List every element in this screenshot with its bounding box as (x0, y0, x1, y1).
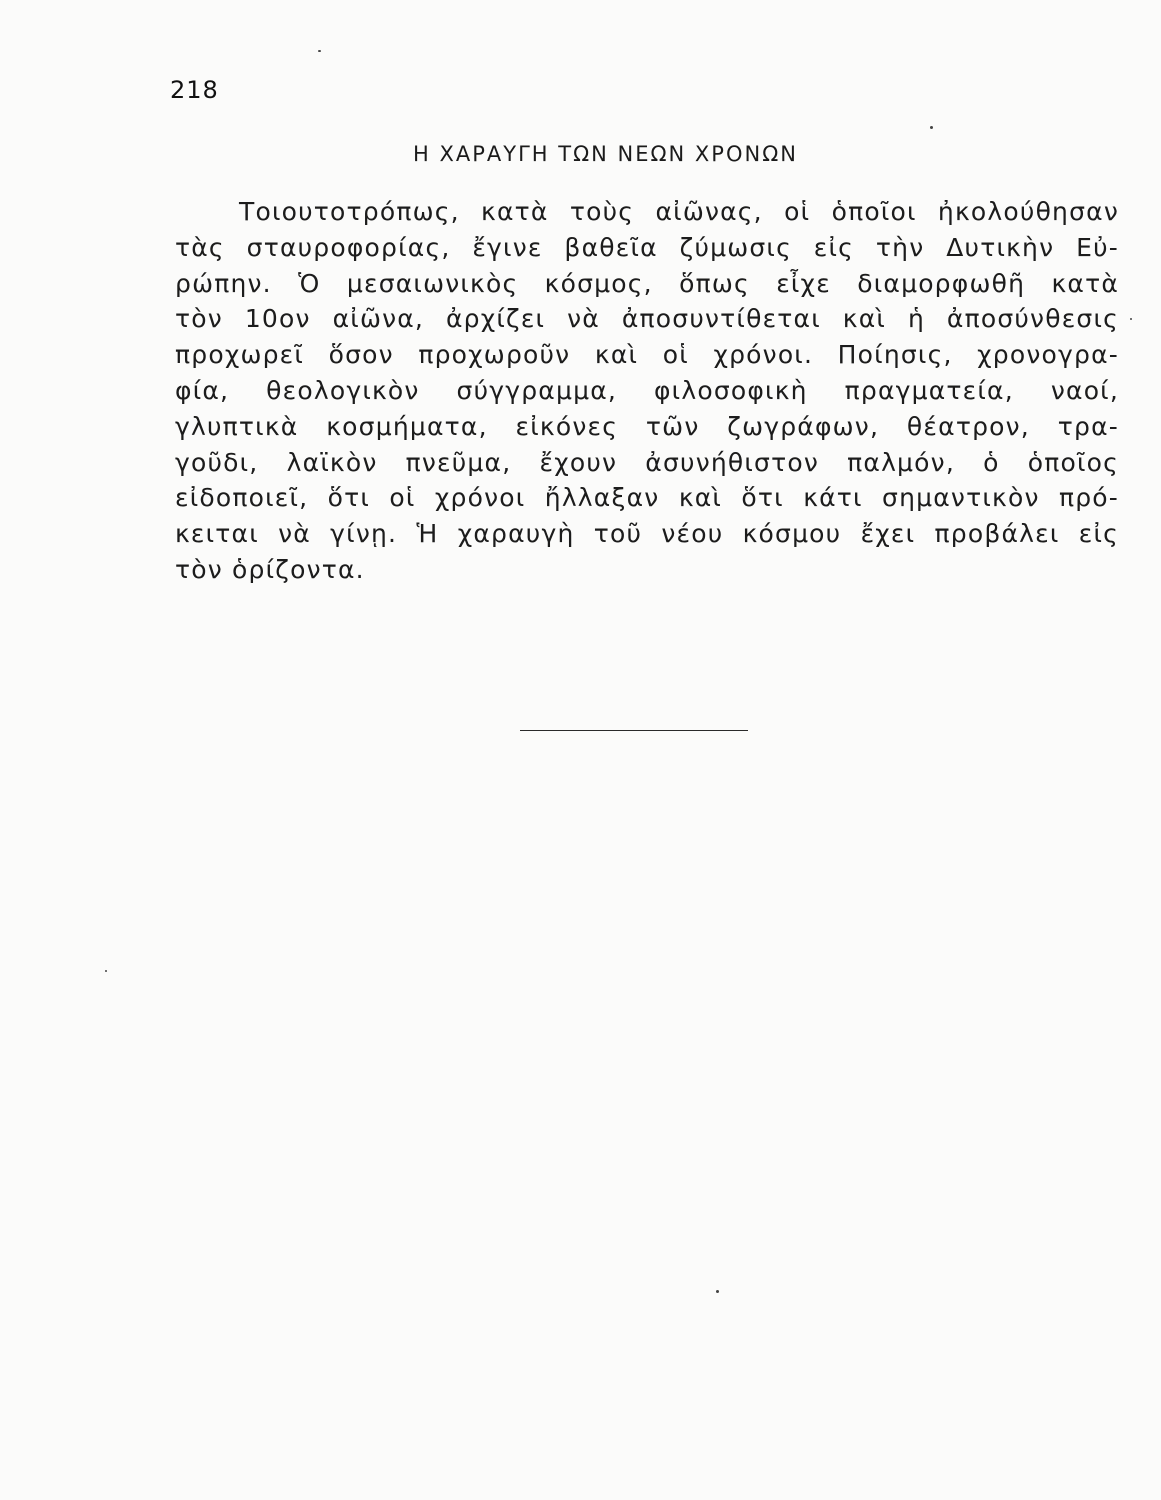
scan-speck (1130, 318, 1132, 320)
scan-speck (105, 970, 107, 972)
scan-speck (318, 50, 321, 52)
text-line: τὸν ὁρίζοντα. (175, 554, 365, 584)
text-line: ρώπην. Ὁ μεσαιωνικὸς κόσμος, ὅπως εἶχε διαμορφωθῆ κατὰ (175, 268, 1119, 298)
text-line: προχωρεῖ ὅσον προχωροῦν καὶ οἱ χρόνοι. Ποίησις, χρονογρα- (175, 340, 1119, 370)
page-number: 218 (170, 76, 219, 104)
running-head: Η ΧΑΡΑΥΓΗ ΤΩΝ ΝΕΩΝ ΧΡΟΝΩΝ (413, 142, 798, 166)
text-line: γλυπτικὰ κοσμήματα, εἰκόνες τῶν ζωγράφων, θέατρον, τρα- (175, 411, 1119, 441)
text-line: τὸν 10ον αἰῶνα, ἀρχίζει νὰ ἀποσυντίθεται καὶ ἡ ἀποσύνθεσις (175, 304, 1119, 334)
text-line: τὰς σταυροφορίας, ἔγινε βαθεῖα ζύμωσις εἰς τὴν Δυτικὴν Εὐ- (175, 232, 1119, 262)
text-line: κειται νὰ γίνῃ. Ἡ χαραυγὴ τοῦ νέου κόσμου ἔχει προβάλει εἰς (175, 519, 1119, 549)
body-paragraph (175, 194, 1119, 588)
text-line: γοῦδι, λαϊκὸν πνεῦμα, ἔχουν ἀσυνήθιστον παλμόν, ὁ ὁποῖος (175, 447, 1119, 477)
text-line: Τοιουτοτρόπως, κατὰ τοὺς αἰῶνας, οἱ ὁποῖοι ἠκολούθησαν (239, 197, 1119, 226)
scan-speck (930, 126, 933, 129)
scan-speck (716, 1290, 719, 1293)
text-line: φία, θεολογικὸν σύγγραμμα, φιλοσοφικὴ πραγματεία, ναοί, (175, 375, 1119, 405)
text-line: εἰδοποιεῖ, ὅτι οἱ χρόνοι ἤλλαξαν καὶ ὅτι κάτι σημαντικὸν πρό- (175, 483, 1119, 513)
section-divider (520, 730, 748, 731)
